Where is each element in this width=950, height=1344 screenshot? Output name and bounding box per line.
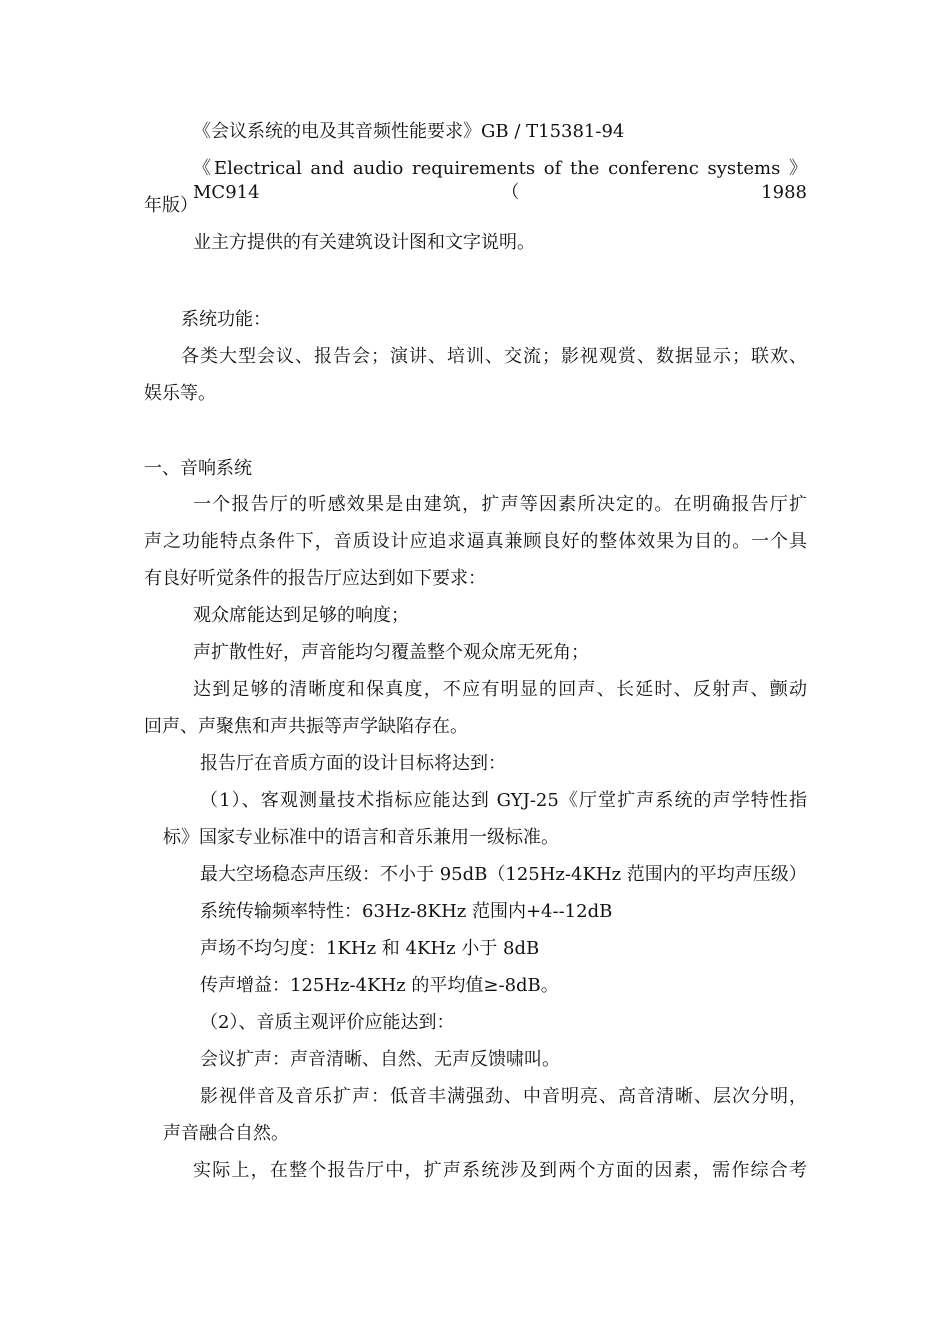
objective-standard: （1）、客观测量技术指标应能达到 GYJ-25《厅堂扩声系统的声学特性指	[200, 790, 807, 811]
functions-body-cont: 娱乐等。	[144, 383, 216, 404]
objective-standard-cont: 标》国家专业标准中的语言和音乐兼用一级标准。	[163, 827, 559, 848]
functions-heading: 系统功能：	[181, 309, 271, 330]
metric-item: 最大空场稳态声压级：不小于 95dB（125Hz-4KHz 范围内的平均声压级）	[200, 864, 807, 885]
subjective-item: 影视伴音及音乐扩声：低音丰满强劲、中音明亮、高音清晰、层次分明，	[200, 1086, 807, 1107]
functions-body: 各类大型会议、报告会；演讲、培训、交流；影视观赏、数据显示；联欢、	[181, 346, 807, 367]
reference-standard-mc914: 《Electrical and audio requirements of the conferenc systems 》MC914（1988	[193, 158, 807, 203]
subjective-heading: （2）、音质主观评价应能达到：	[200, 1012, 455, 1033]
section-paragraph: 声之功能特点条件下，音质设计应追求逼真兼顾良好的整体效果为目的。一个具	[144, 531, 807, 552]
section-paragraph: 一个报告厅的听感效果是由建筑，扩声等因素所决定的。在明确报告厅扩	[193, 494, 807, 515]
requirement-item: 观众席能达到足够的响度；	[193, 605, 409, 626]
metric-item: 系统传输频率特性：63Hz-8KHz 范围内+4--12dB	[200, 901, 613, 922]
subjective-item: 会议扩声：声音清晰、自然、无声反馈啸叫。	[200, 1049, 560, 1070]
metric-item: 传声增益：125Hz-4KHz 的平均值≥-8dB。	[200, 975, 559, 996]
closing-paragraph: 实际上，在整个报告厅中，扩声系统涉及到两个方面的因素，需作综合考	[193, 1160, 807, 1181]
requirement-item: 达到足够的清晰度和保真度，不应有明显的回声、长延时、反射声、颤动	[193, 679, 807, 700]
targets-intro: 报告厅在音质方面的设计目标将达到：	[200, 753, 506, 774]
reference-owner-drawings: 业主方提供的有关建筑设计图和文字说明。	[193, 232, 535, 253]
section-heading-audio-system: 一、音响系统	[144, 458, 252, 479]
section-paragraph: 有良好听觉条件的报告厅应达到如下要求：	[144, 568, 486, 589]
subjective-item-cont: 声音融合自然。	[163, 1123, 289, 1144]
requirement-item-cont: 回声、声聚焦和声共振等声学缺陷存在。	[144, 716, 468, 737]
reference-standard-mc914-cont: 年版）	[144, 195, 198, 216]
metric-item: 声场不均匀度：1KHz 和 4KHz 小于 8dB	[200, 938, 540, 959]
reference-standard-gb: 《会议系统的电及其音频性能要求》GB / T15381-94	[193, 121, 625, 142]
requirement-item: 声扩散性好，声音能均匀覆盖整个观众席无死角；	[193, 642, 589, 663]
